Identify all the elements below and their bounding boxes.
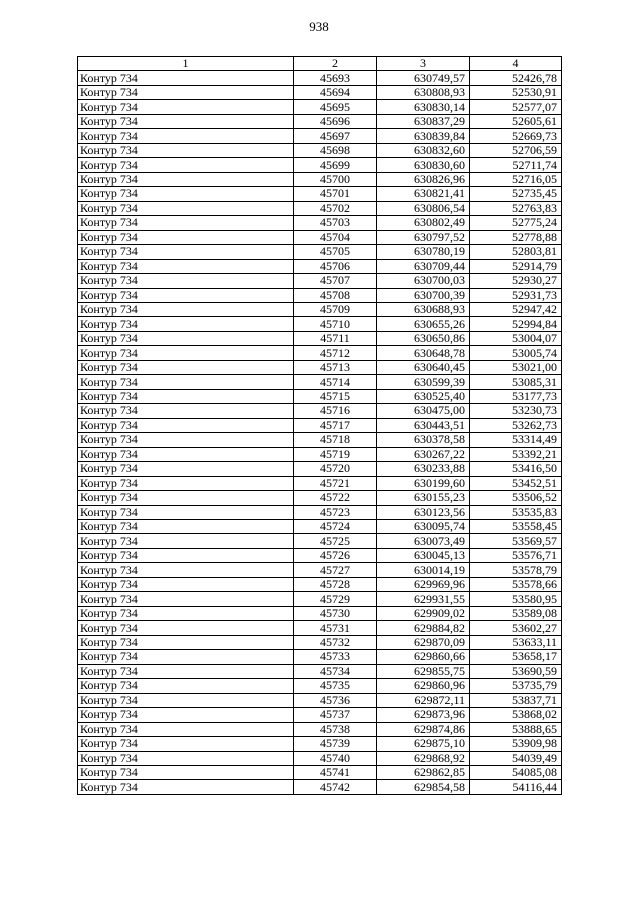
contour-name-cell: Контур 734	[78, 447, 294, 461]
x-coordinate-cell: 630014,19	[377, 563, 470, 577]
x-coordinate-cell: 630749,57	[377, 71, 470, 85]
contour-name-cell: Контур 734	[78, 114, 294, 128]
x-coordinate-cell: 629875,10	[377, 737, 470, 751]
table-row	[78, 375, 562, 389]
point-number-cell: 45693	[294, 71, 377, 85]
y-coordinate-cell: 52735,45	[470, 187, 562, 201]
point-number-cell: 45700	[294, 172, 377, 186]
x-coordinate-cell: 630821,41	[377, 187, 470, 201]
table-row	[78, 548, 562, 562]
y-coordinate-cell: 53868,02	[470, 708, 562, 722]
table-row	[78, 418, 562, 432]
point-number-cell: 45706	[294, 259, 377, 273]
point-number-cell: 45697	[294, 129, 377, 143]
x-coordinate-cell: 630780,19	[377, 245, 470, 259]
y-coordinate-cell: 53602,27	[470, 621, 562, 635]
y-coordinate-cell: 53177,73	[470, 389, 562, 403]
table-row	[78, 737, 562, 751]
point-number-cell: 45714	[294, 375, 377, 389]
y-coordinate-cell: 52706,59	[470, 143, 562, 157]
table-row	[78, 172, 562, 186]
y-coordinate-cell: 53535,83	[470, 505, 562, 519]
point-number-cell: 45701	[294, 187, 377, 201]
x-coordinate-cell: 630045,13	[377, 548, 470, 562]
table-row	[78, 187, 562, 201]
contour-name-cell: Контур 734	[78, 606, 294, 620]
contour-name-cell: Контур 734	[78, 534, 294, 548]
x-coordinate-cell: 629884,82	[377, 621, 470, 635]
x-coordinate-cell: 629862,85	[377, 765, 470, 779]
y-coordinate-cell: 53262,73	[470, 418, 562, 432]
x-coordinate-cell: 630839,84	[377, 129, 470, 143]
x-coordinate-cell: 629860,66	[377, 650, 470, 664]
point-number-cell: 45733	[294, 650, 377, 664]
contour-name-cell: Контур 734	[78, 360, 294, 374]
x-coordinate-cell: 630832,60	[377, 143, 470, 157]
contour-name-cell: Контур 734	[78, 317, 294, 331]
y-coordinate-cell: 52775,24	[470, 216, 562, 230]
table-row	[78, 447, 562, 461]
y-coordinate-cell: 53569,57	[470, 534, 562, 548]
point-number-cell: 45739	[294, 737, 377, 751]
contour-name-cell: Контур 734	[78, 563, 294, 577]
contour-name-cell: Контур 734	[78, 635, 294, 649]
table-row	[78, 462, 562, 476]
y-coordinate-cell: 53576,71	[470, 548, 562, 562]
x-coordinate-cell: 630700,03	[377, 274, 470, 288]
point-number-cell: 45702	[294, 201, 377, 215]
contour-name-cell: Контур 734	[78, 172, 294, 186]
contour-name-cell: Контур 734	[78, 245, 294, 259]
y-coordinate-cell: 53085,31	[470, 375, 562, 389]
x-coordinate-cell: 629860,96	[377, 679, 470, 693]
x-coordinate-cell: 630826,96	[377, 172, 470, 186]
table-row	[78, 664, 562, 678]
x-coordinate-cell: 629854,58	[377, 780, 470, 794]
column-header: 2	[294, 57, 377, 71]
x-coordinate-cell: 630802,49	[377, 216, 470, 230]
page-number: 938	[309, 19, 329, 34]
contour-name-cell: Контур 734	[78, 143, 294, 157]
x-coordinate-cell: 630640,45	[377, 360, 470, 374]
table-row	[78, 389, 562, 403]
contour-name-cell: Контур 734	[78, 201, 294, 215]
point-number-cell: 45711	[294, 331, 377, 345]
point-number-cell: 45715	[294, 389, 377, 403]
contour-name-cell: Контур 734	[78, 765, 294, 779]
table-row	[78, 722, 562, 736]
point-number-cell: 45713	[294, 360, 377, 374]
table-row	[78, 230, 562, 244]
table-row	[78, 635, 562, 649]
table-row	[78, 331, 562, 345]
table-row	[78, 259, 562, 273]
table-row	[78, 85, 562, 99]
table-row	[78, 592, 562, 606]
y-coordinate-cell: 53837,71	[470, 693, 562, 707]
point-number-cell: 45731	[294, 621, 377, 635]
point-number-cell: 45742	[294, 780, 377, 794]
table-row	[78, 100, 562, 114]
table-row	[78, 563, 562, 577]
y-coordinate-cell: 52931,73	[470, 288, 562, 302]
point-number-cell: 45737	[294, 708, 377, 722]
point-number-cell: 45723	[294, 505, 377, 519]
x-coordinate-cell: 630443,51	[377, 418, 470, 432]
y-coordinate-cell: 52930,27	[470, 274, 562, 288]
contour-name-cell: Контур 734	[78, 158, 294, 172]
point-number-cell: 45730	[294, 606, 377, 620]
contour-name-cell: Контур 734	[78, 592, 294, 606]
x-coordinate-cell: 630808,93	[377, 85, 470, 99]
contour-name-cell: Контур 734	[78, 129, 294, 143]
point-number-cell: 45703	[294, 216, 377, 230]
contour-name-cell: Контур 734	[78, 520, 294, 534]
y-coordinate-cell: 52530,91	[470, 85, 562, 99]
x-coordinate-cell: 630709,44	[377, 259, 470, 273]
table-header-row	[78, 57, 562, 71]
y-coordinate-cell: 52711,74	[470, 158, 562, 172]
x-coordinate-cell: 630378,58	[377, 433, 470, 447]
contour-name-cell: Контур 734	[78, 85, 294, 99]
contour-name-cell: Контур 734	[78, 621, 294, 635]
contour-name-cell: Контур 734	[78, 693, 294, 707]
point-number-cell: 45718	[294, 433, 377, 447]
y-coordinate-cell: 52914,79	[470, 259, 562, 273]
point-number-cell: 45734	[294, 664, 377, 678]
y-coordinate-cell: 53452,51	[470, 476, 562, 490]
y-coordinate-cell: 53005,74	[470, 346, 562, 360]
y-coordinate-cell: 53658,17	[470, 650, 562, 664]
table-row	[78, 650, 562, 664]
table-row	[78, 360, 562, 374]
contour-name-cell: Контур 734	[78, 404, 294, 418]
contour-name-cell: Контур 734	[78, 331, 294, 345]
column-header: 4	[470, 57, 562, 71]
x-coordinate-cell: 630095,74	[377, 520, 470, 534]
x-coordinate-cell: 630830,60	[377, 158, 470, 172]
table-row	[78, 780, 562, 794]
contour-name-cell: Контур 734	[78, 737, 294, 751]
y-coordinate-cell: 53589,08	[470, 606, 562, 620]
point-number-cell: 45721	[294, 476, 377, 490]
table-row	[78, 114, 562, 128]
point-number-cell: 45719	[294, 447, 377, 461]
x-coordinate-cell: 630655,26	[377, 317, 470, 331]
x-coordinate-cell: 629969,96	[377, 577, 470, 591]
x-coordinate-cell: 630599,39	[377, 375, 470, 389]
coordinates-table	[77, 56, 562, 795]
y-coordinate-cell: 52426,78	[470, 71, 562, 85]
y-coordinate-cell: 53558,45	[470, 520, 562, 534]
x-coordinate-cell: 629909,02	[377, 606, 470, 620]
table-row	[78, 143, 562, 157]
point-number-cell: 45698	[294, 143, 377, 157]
y-coordinate-cell: 53735,79	[470, 679, 562, 693]
x-coordinate-cell: 630688,93	[377, 302, 470, 316]
point-number-cell: 45707	[294, 274, 377, 288]
x-coordinate-cell: 629855,75	[377, 664, 470, 678]
contour-name-cell: Контур 734	[78, 274, 294, 288]
contour-name-cell: Контур 734	[78, 230, 294, 244]
y-coordinate-cell: 53004,07	[470, 331, 562, 345]
x-coordinate-cell: 630830,14	[377, 100, 470, 114]
table-row	[78, 404, 562, 418]
contour-name-cell: Контур 734	[78, 751, 294, 765]
y-coordinate-cell: 53392,21	[470, 447, 562, 461]
point-number-cell: 45712	[294, 346, 377, 360]
table-row	[78, 245, 562, 259]
point-number-cell: 45716	[294, 404, 377, 418]
point-number-cell: 45720	[294, 462, 377, 476]
contour-name-cell: Контур 734	[78, 187, 294, 201]
x-coordinate-cell: 630199,60	[377, 476, 470, 490]
contour-name-cell: Контур 734	[78, 505, 294, 519]
y-coordinate-cell: 53230,73	[470, 404, 562, 418]
contour-name-cell: Контур 734	[78, 418, 294, 432]
point-number-cell: 45709	[294, 302, 377, 316]
x-coordinate-cell: 630475,00	[377, 404, 470, 418]
table-row	[78, 621, 562, 635]
y-coordinate-cell: 53021,00	[470, 360, 562, 374]
point-number-cell: 45696	[294, 114, 377, 128]
point-number-cell: 45725	[294, 534, 377, 548]
x-coordinate-cell: 629873,96	[377, 708, 470, 722]
table-row	[78, 520, 562, 534]
coordinates-table-body	[78, 57, 562, 795]
x-coordinate-cell: 630806,54	[377, 201, 470, 215]
contour-name-cell: Контур 734	[78, 548, 294, 562]
table-row	[78, 491, 562, 505]
table-row	[78, 317, 562, 331]
y-coordinate-cell: 52605,61	[470, 114, 562, 128]
x-coordinate-cell: 630123,56	[377, 505, 470, 519]
y-coordinate-cell: 52669,73	[470, 129, 562, 143]
y-coordinate-cell: 53580,95	[470, 592, 562, 606]
y-coordinate-cell: 53633,11	[470, 635, 562, 649]
x-coordinate-cell: 630700,39	[377, 288, 470, 302]
table-row	[78, 693, 562, 707]
column-header: 1	[78, 57, 294, 71]
point-number-cell: 45729	[294, 592, 377, 606]
y-coordinate-cell: 53416,50	[470, 462, 562, 476]
contour-name-cell: Контур 734	[78, 462, 294, 476]
y-coordinate-cell: 53690,59	[470, 664, 562, 678]
table-row	[78, 216, 562, 230]
contour-name-cell: Контур 734	[78, 650, 294, 664]
x-coordinate-cell: 629870,09	[377, 635, 470, 649]
table-row	[78, 505, 562, 519]
y-coordinate-cell: 52716,05	[470, 172, 562, 186]
point-number-cell: 45728	[294, 577, 377, 591]
y-coordinate-cell: 52947,42	[470, 302, 562, 316]
point-number-cell: 45727	[294, 563, 377, 577]
point-number-cell: 45735	[294, 679, 377, 693]
contour-name-cell: Контур 734	[78, 389, 294, 403]
contour-name-cell: Контур 734	[78, 491, 294, 505]
y-coordinate-cell: 53578,66	[470, 577, 562, 591]
x-coordinate-cell: 630525,40	[377, 389, 470, 403]
y-coordinate-cell: 54085,08	[470, 765, 562, 779]
x-coordinate-cell: 629872,11	[377, 693, 470, 707]
table-row	[78, 606, 562, 620]
table-row	[78, 708, 562, 722]
table-row	[78, 476, 562, 490]
x-coordinate-cell: 630837,29	[377, 114, 470, 128]
x-coordinate-cell: 629874,86	[377, 722, 470, 736]
table-row	[78, 201, 562, 215]
x-coordinate-cell: 630650,86	[377, 331, 470, 345]
y-coordinate-cell: 53506,52	[470, 491, 562, 505]
point-number-cell: 45708	[294, 288, 377, 302]
table-row	[78, 288, 562, 302]
table-row	[78, 751, 562, 765]
point-number-cell: 45699	[294, 158, 377, 172]
table-row	[78, 346, 562, 360]
point-number-cell: 45736	[294, 693, 377, 707]
y-coordinate-cell: 52994,84	[470, 317, 562, 331]
y-coordinate-cell: 52803,81	[470, 245, 562, 259]
point-number-cell: 45738	[294, 722, 377, 736]
point-number-cell: 45740	[294, 751, 377, 765]
contour-name-cell: Контур 734	[78, 577, 294, 591]
point-number-cell: 45717	[294, 418, 377, 432]
contour-name-cell: Контур 734	[78, 288, 294, 302]
contour-name-cell: Контур 734	[78, 664, 294, 678]
y-coordinate-cell: 52763,83	[470, 201, 562, 215]
contour-name-cell: Контур 734	[78, 259, 294, 273]
y-coordinate-cell: 53888,65	[470, 722, 562, 736]
y-coordinate-cell: 52778,88	[470, 230, 562, 244]
point-number-cell: 45741	[294, 765, 377, 779]
contour-name-cell: Контур 734	[78, 71, 294, 85]
x-coordinate-cell: 630155,23	[377, 491, 470, 505]
y-coordinate-cell: 53314,49	[470, 433, 562, 447]
table-row	[78, 71, 562, 85]
contour-name-cell: Контур 734	[78, 375, 294, 389]
table-row	[78, 433, 562, 447]
point-number-cell: 45732	[294, 635, 377, 649]
point-number-cell: 45705	[294, 245, 377, 259]
point-number-cell: 45694	[294, 85, 377, 99]
table-row	[78, 302, 562, 316]
contour-name-cell: Контур 734	[78, 708, 294, 722]
table-row	[78, 577, 562, 591]
table-row	[78, 679, 562, 693]
point-number-cell: 45722	[294, 491, 377, 505]
table-row	[78, 158, 562, 172]
contour-name-cell: Контур 734	[78, 346, 294, 360]
y-coordinate-cell: 54116,44	[470, 780, 562, 794]
x-coordinate-cell: 629931,55	[377, 592, 470, 606]
x-coordinate-cell: 630073,49	[377, 534, 470, 548]
contour-name-cell: Контур 734	[78, 302, 294, 316]
contour-name-cell: Контур 734	[78, 476, 294, 490]
point-number-cell: 45726	[294, 548, 377, 562]
contour-name-cell: Контур 734	[78, 216, 294, 230]
contour-name-cell: Контур 734	[78, 679, 294, 693]
y-coordinate-cell: 52577,07	[470, 100, 562, 114]
point-number-cell: 45695	[294, 100, 377, 114]
y-coordinate-cell: 53909,98	[470, 737, 562, 751]
x-coordinate-cell: 630233,88	[377, 462, 470, 476]
y-coordinate-cell: 53578,79	[470, 563, 562, 577]
table-row	[78, 765, 562, 779]
table-row	[78, 534, 562, 548]
table-row	[78, 129, 562, 143]
point-number-cell: 45710	[294, 317, 377, 331]
contour-name-cell: Контур 734	[78, 780, 294, 794]
column-header: 3	[377, 57, 470, 71]
x-coordinate-cell: 630648,78	[377, 346, 470, 360]
point-number-cell: 45704	[294, 230, 377, 244]
contour-name-cell: Контур 734	[78, 722, 294, 736]
x-coordinate-cell: 630797,52	[377, 230, 470, 244]
contour-name-cell: Контур 734	[78, 100, 294, 114]
point-number-cell: 45724	[294, 520, 377, 534]
x-coordinate-cell: 630267,22	[377, 447, 470, 461]
table-row	[78, 274, 562, 288]
x-coordinate-cell: 629868,92	[377, 751, 470, 765]
contour-name-cell: Контур 734	[78, 433, 294, 447]
y-coordinate-cell: 54039,49	[470, 751, 562, 765]
